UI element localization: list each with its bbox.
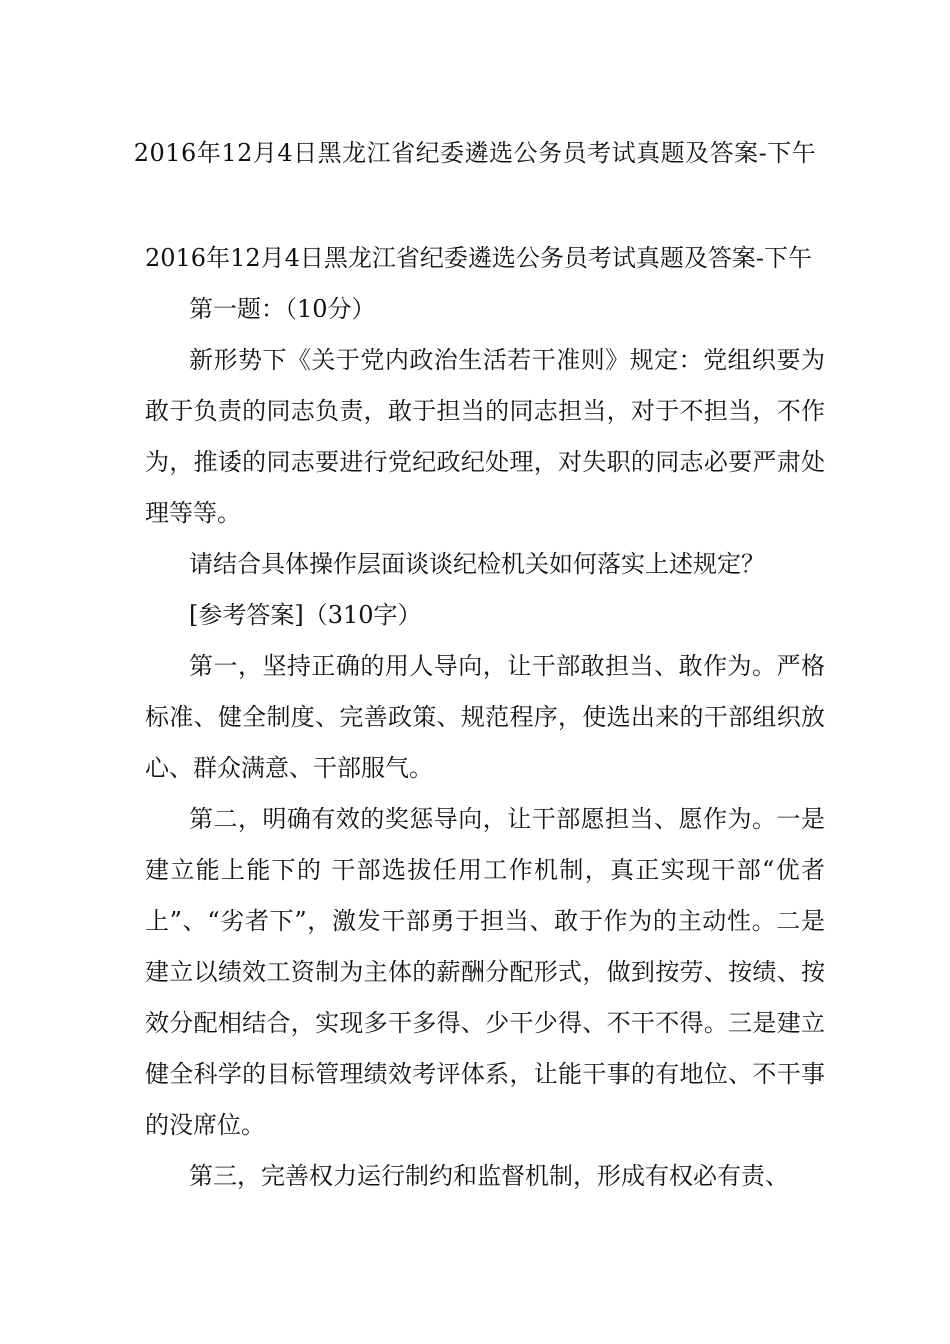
document-title: 2016年12月4日黑龙江省纪委遴选公务员考试真题及答案-下午 [133,139,817,167]
question-label: 第一题：（10分） [189,295,376,323]
question-prompt: 请结合具体操作层面谈谈纪检机关如何落实上述规定？ [189,550,765,578]
answer-paragraph-2: 第二，明确有效的奖惩导向，让干部愿担当、愿作为。一是建立能上能下的 干部选拔任用工作机制，真正实现干部“优者上”、“劣者下”，激发干部勇于担当、敢于作为的主动性。二是建立以绩效工资制为主体的薪酬分配形式，做到按劳、按绩、按效分配相结合，实现多干多得、少干少得、不干不得。三是建立健全科学的目标管理绩效考评体系，让能干事的有地位、不干事的没席位。 [145,805,825,1139]
answer-label: [参考答案]（310字） [189,601,422,629]
answer-paragraph-3: 第三，完善权力运行制约和监督机制，形成有权必有责、 [189,1162,789,1190]
document-body [145,233,825,1202]
answer-paragraph-1: 第一，坚持正确的用人导向，让干部敢担当、敢作为。严格标准、健全制度、完善政策、规范程序，使选出来的干部组织放心、群众满意、干部服气。 [145,652,825,782]
question-body: 新形势下《关于党内政治生活若干准则》规定：党组织要为敢于负责的同志负责，敢于担当的同志担当，对于不担当，不作为，推诿的同志要进行党纪政纪处理，对失职的同志必要严肃处理等等。 [145,346,825,527]
heading-repeat: 2016年12月4日黑龙江省纪委遴选公务员考试真题及答案-下午 [145,244,812,272]
